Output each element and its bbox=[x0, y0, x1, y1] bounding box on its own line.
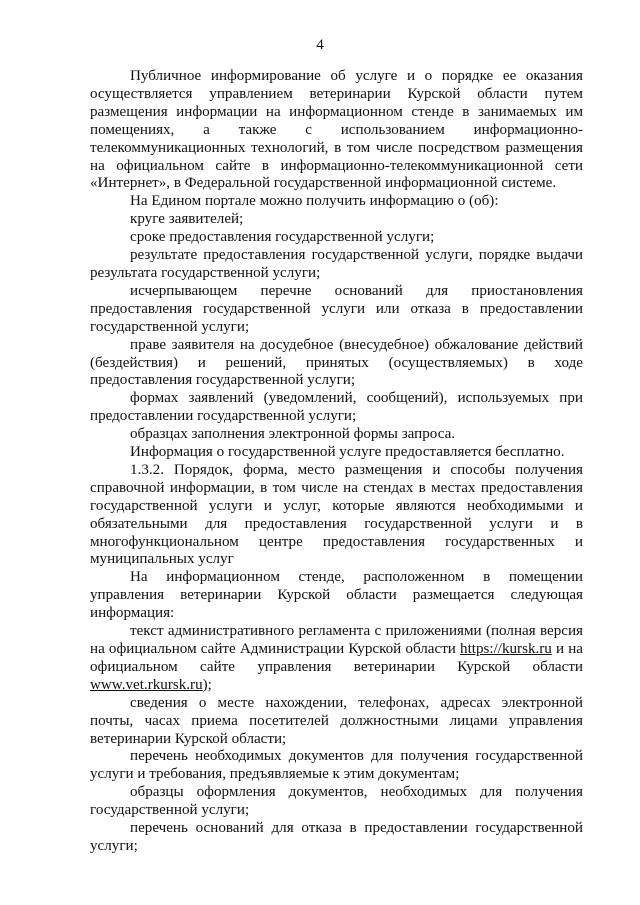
paragraph-portal-intro: На Едином портале можно получить информацию о (об): bbox=[130, 193, 499, 210]
list-item-result: результате предоставления государственной услуги, порядке выдачи результата государственной услуги; bbox=[90, 247, 583, 281]
list-item-location-info: сведения о месте нахождении, телефонах, адресах электронной почты, часах приема посетителей должностными лицами управления ветеринарии Курской области; bbox=[90, 694, 583, 747]
paragraph-stand-info: На информационном стенде, расположенном в помещении управления ветеринарии Курской области размещается следующая информация: bbox=[90, 569, 583, 622]
regulation-text-part3: ); bbox=[202, 676, 212, 693]
list-item-applicants: круге заявителей; bbox=[130, 211, 244, 228]
list-item-forms: формах заявлений (уведомлений, сообщений), используемых при предоставлении государственной услуги; bbox=[90, 390, 583, 425]
list-item-refusal-grounds: перечень оснований для отказа в предоставлении государственной услуги; bbox=[90, 820, 583, 854]
list-item-samples: образцах заполнения электронной формы запроса. bbox=[130, 426, 456, 443]
list-item-documents-list: перечень необходимых документов для получения государственной услуги и требования, предъявляемые к этим документам; bbox=[90, 748, 583, 783]
kursk-ru-link[interactable]: https://kursk.ru bbox=[460, 641, 552, 657]
section-1-3-2: 1.3.2. Порядок, форма, место размещения и способы получения справочной информации, в том числе на стендах в местах предоставления государственной услуги и услуг, которые являются необходимыми и обязательными для предоставления государственной услуги и в многофункциональном центре предоставления государственных и муниципальных услуг bbox=[90, 461, 583, 568]
document-body bbox=[90, 68, 583, 856]
paragraph-free-info: Информация о государственной услуге предоставляется бесплатно. bbox=[130, 444, 565, 461]
list-item-appeal-right: праве заявителя на досудебное (внесудебное) обжалование действий (бездействия) и решений, принятых (осуществляемых) в ходе предоставления государственной услуги; bbox=[90, 336, 583, 389]
list-item-term: сроке предоставления государственной услуги; bbox=[130, 229, 435, 246]
list-item-grounds: исчерпывающем перечне оснований для приостановления предоставления государственной услуги или отказа в предоставлении государственной услуги; bbox=[90, 282, 583, 335]
regulation-text-part2: и на официальном сайте управления ветеринарии Курской области bbox=[90, 641, 583, 675]
regulation-text-part1: текст административного регламента с приложениями (полная версия на официальном сайте Администрации Курской области bbox=[90, 623, 583, 657]
list-item-document-samples: образцы оформления документов, необходимых для получения государственной услуги; bbox=[90, 784, 583, 819]
vet-rkursk-link[interactable]: www.vet.rkursk.ru bbox=[90, 676, 203, 693]
page-number: 4 bbox=[316, 37, 324, 53]
paragraph-public-informing: Публичное информирование об услуге и о порядке ее оказания осуществляется управлением ветеринарии Курской области путем размещения информации на информационном стенде в занимаемых им помещениях, а также с использованием информационно-телекоммуникационных технологий, в том числе посредством размещения на официальном сайте в информационно-телекоммуникационной сети «Интернет», в Федеральной государственной информационной системе. bbox=[90, 68, 583, 192]
list-item-regulation-text bbox=[90, 623, 583, 695]
